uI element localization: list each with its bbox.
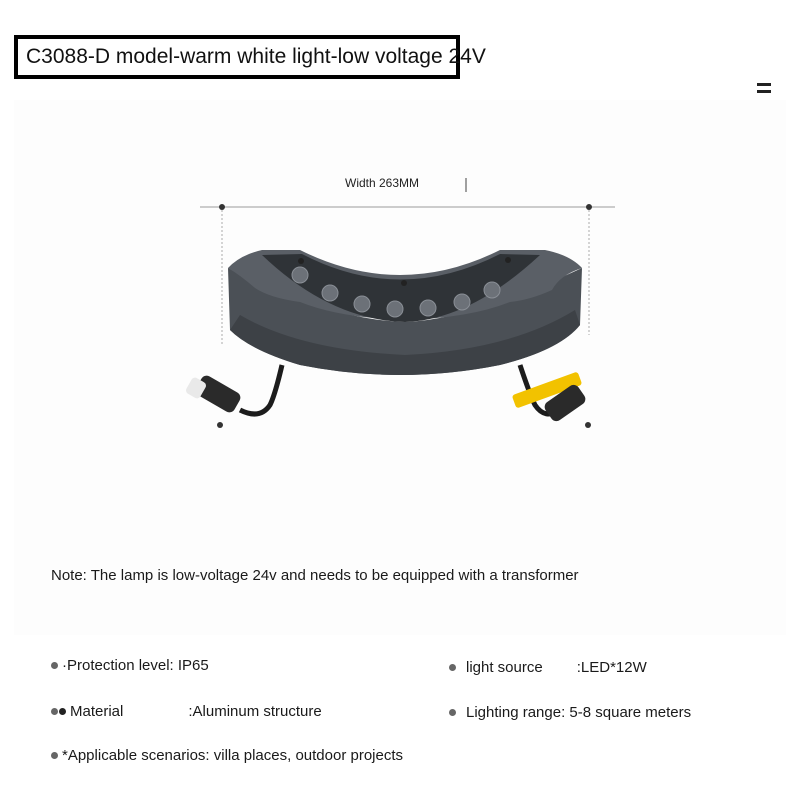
spec-protection xyxy=(51,657,209,674)
spec-light-source-value: :LED*12W xyxy=(576,659,647,676)
spec-light-source xyxy=(449,659,647,676)
bullet-icon xyxy=(51,708,58,715)
spec-material-value: :Aluminum structure xyxy=(188,703,322,720)
bullet-icon xyxy=(51,752,58,759)
spec-material xyxy=(51,703,322,720)
spec-lighting-range xyxy=(449,704,691,721)
spec-light-source-label: light source xyxy=(466,659,543,676)
spec-material-label: Material xyxy=(70,703,124,720)
bullet-icon xyxy=(449,664,456,671)
spec-scenarios-text: *Applicable scenarios: villa places, outdoor projects xyxy=(62,747,404,764)
spec-protection-text: ·Protection level: IP65 xyxy=(62,657,209,674)
dimension-point-left xyxy=(219,204,225,210)
width-label: Width 263MM xyxy=(345,176,420,190)
screw-center xyxy=(401,280,407,286)
bullet-icon xyxy=(449,709,456,716)
cable-left xyxy=(240,365,282,414)
cable-end-dot-left xyxy=(217,422,223,428)
product-title: C3088-D model-warm white light-low voltage 24V xyxy=(18,39,456,75)
spec-lighting-range-text: Lighting range: 5-8 square meters xyxy=(466,704,692,721)
screw-right xyxy=(505,257,511,263)
bullet-icon xyxy=(51,662,58,669)
spec-scenarios xyxy=(51,747,403,764)
screw-left xyxy=(298,258,304,264)
cable-end-dot-right xyxy=(585,422,591,428)
transformer-note: Note: The lamp is low-voltage 24v and needs to be equipped with a transformer xyxy=(51,567,579,584)
bullet-icon xyxy=(59,708,66,715)
dimension-point-right xyxy=(586,204,592,210)
